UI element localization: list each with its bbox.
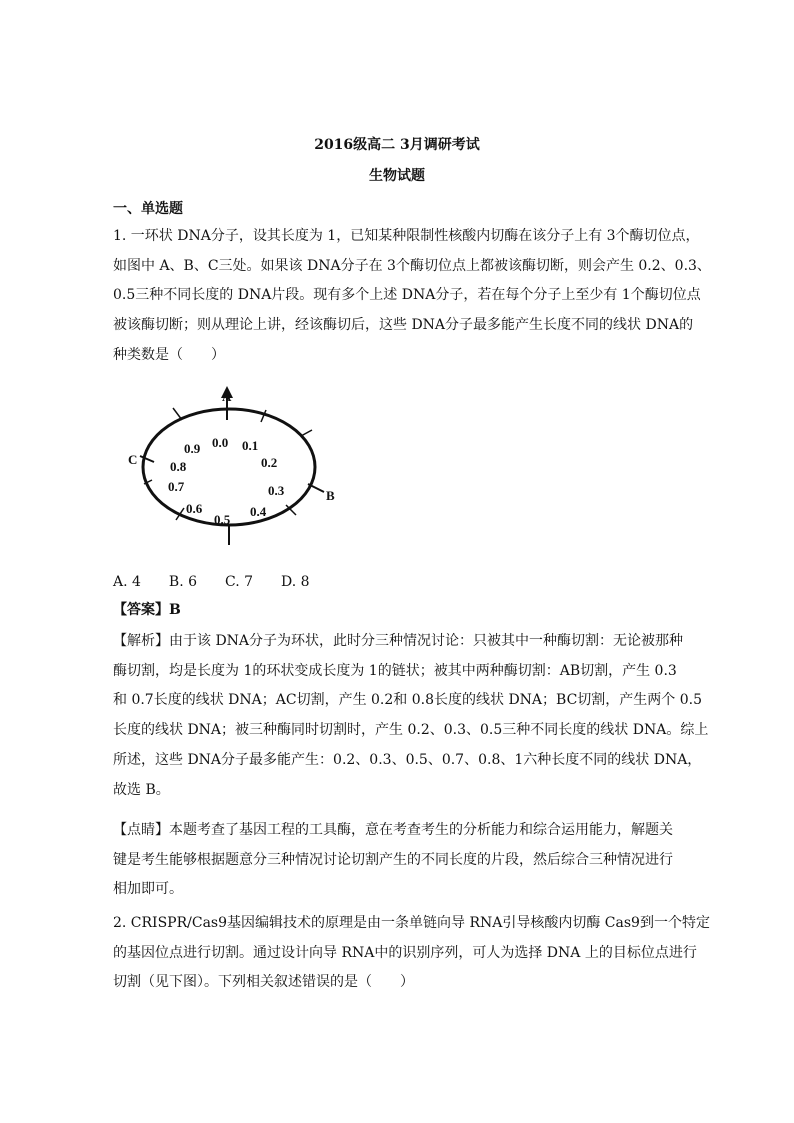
analysis-line: 和 0.7长度的线状 DNA；AC切割，产生 0.2和 0.8长度的线状 DNA；BC切割，产生两个 0.5: [113, 692, 703, 709]
exam-title: 2016级高二 3月调研考试: [314, 137, 480, 153]
comment-line: 键是考生能够根据题意分三种情况讨论切割产生的不同长度的片段，然后综合三种情况进行: [113, 851, 673, 868]
tick-label: 0.6: [186, 501, 203, 516]
analysis-line: 酶切割，均是长度为 1的环状变成长度为 1的链状；被其中两种酶切割：AB切割，产生 0.3: [113, 662, 677, 679]
tick-label: 0.2: [261, 455, 278, 470]
site-label-a: A: [222, 389, 232, 404]
question-1-options: A. 4 B. 6 C. 7 D. 8: [113, 574, 310, 590]
question-1-stem: [113, 222, 711, 371]
question-1-answer: [113, 596, 688, 626]
tick-label: 0.1: [242, 438, 259, 453]
circular-dna-diagram: [118, 380, 358, 550]
section-heading: 一、单选题: [113, 201, 183, 217]
analysis-line: 长度的线状 DNA；被三种酶同时切割时，产生 0.2、0.3、0.5三种不同长度的线状 DNA。综上: [113, 722, 709, 739]
question-2-stem: [113, 909, 710, 998]
analysis-line: 故选 B。: [113, 781, 170, 798]
tick-label: 0.0: [212, 435, 229, 450]
question-line: 切割（见下图）。下列相关叙述错误的是（ ）: [113, 974, 414, 991]
question-line: 2. CRISPR/Cas9基因编辑技术的原理是由一条单链向导 RNA引导核酸内切酶 Cas9到一个特定: [113, 915, 710, 931]
question-line: 种类数是（ ）: [113, 346, 225, 363]
tick-label: 0.4: [250, 504, 267, 519]
analysis-line: 所述，这些 DNA分子最多能产生：0.2、0.3、0.5、0.7、0.8、1六种长度不同的线状 DNA，: [113, 751, 702, 768]
answer-line: 【答案】B: [113, 602, 181, 618]
question-line: 0.5三种不同长度的 DNA片段。现有多个上述 DNA分子，若在每个分子上至少有 1个酶切位点: [113, 287, 701, 304]
tick-label: 0.3: [268, 483, 285, 498]
question-line: 如图中 A、B、C三处。如果该 DNA分子在 3个酶切位点上都被该酶切断，则会产生 0.2、0.3、: [113, 257, 711, 274]
tick-label: 0.7: [168, 479, 185, 494]
question-line: 的基因位点进行切割。通过设计向导 RNA中的识别序列，可人为选择 DNA 上的目标位点进行: [113, 944, 697, 961]
exam-subtitle: 生物试题: [369, 168, 425, 184]
question-1-comment: [113, 816, 688, 905]
comment-line: 【点睛】本题考查了基因工程的工具酶，意在考查考生的分析能力和综合运用能力，解题关: [113, 822, 673, 838]
tick-label: 0.5: [214, 512, 231, 527]
question-1-analysis: [113, 627, 709, 805]
comment-line: 相加即可。: [113, 881, 183, 898]
site-label-b: B: [326, 488, 335, 503]
tick-mark: [301, 430, 312, 436]
tick-label: 0.9: [184, 441, 201, 456]
tick-label: 0.8: [170, 459, 187, 474]
question-line: 1. 一环状 DNA分子，设其长度为 1，已知某种限制性核酸内切酶在该分子上有 3个酶切位点，: [113, 228, 700, 244]
tick-mark: [173, 408, 182, 420]
question-line: 被该酶切断；则从理论上讲，经该酶切后，这些 DNA分子最多能产生长度不同的线状 DNA的: [113, 317, 694, 334]
analysis-line: 【解析】由于该 DNA分子为环状，此时分三种情况讨论：只被其中一种酶切割：无论被那种: [113, 633, 684, 649]
site-label-c: C: [128, 452, 138, 467]
